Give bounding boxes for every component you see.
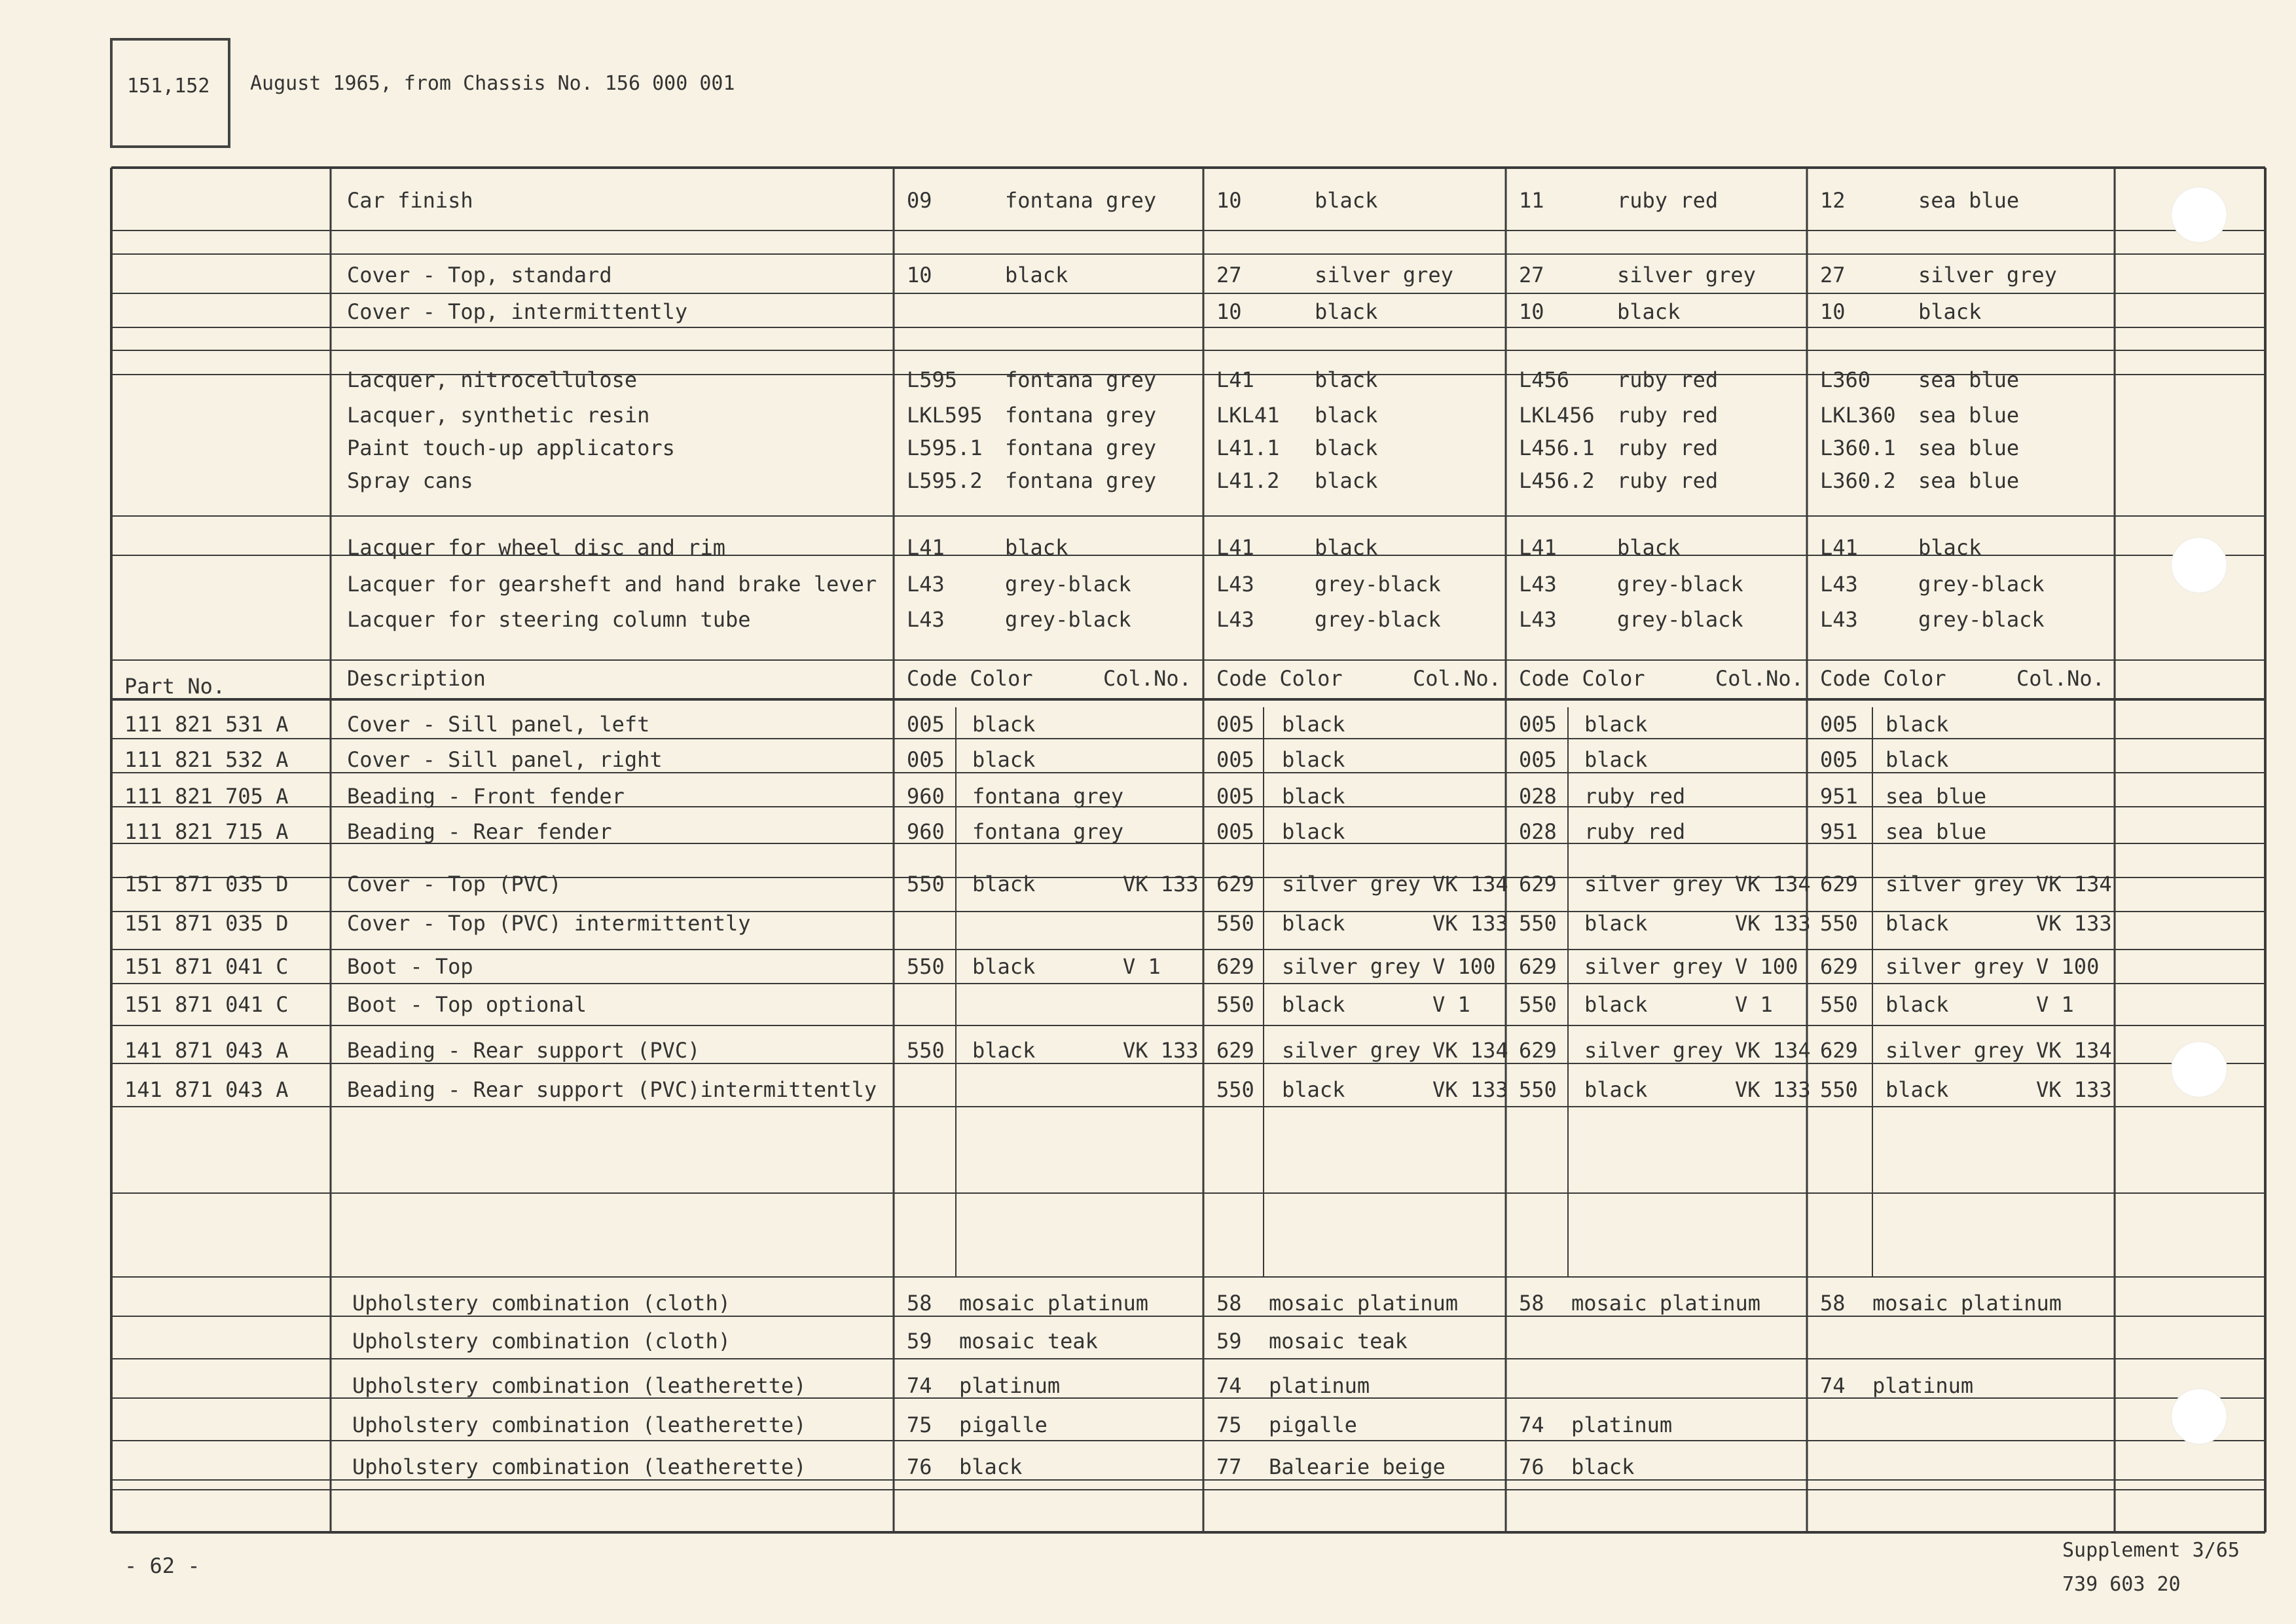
- finish-code: 27: [1820, 263, 1846, 287]
- finish-color: sea blue: [1918, 188, 2020, 213]
- punch-hole: [2171, 1041, 2227, 1098]
- upholstery-name: mosaic platinum: [1872, 1291, 2062, 1316]
- finish-description: Cover - Top, intermittently: [347, 299, 688, 324]
- part-color-code: 550: [1216, 992, 1254, 1017]
- part-color-code: 550: [1519, 992, 1557, 1017]
- part-color-code: 550: [907, 1038, 945, 1063]
- upholstery-name: mosaic platinum: [1269, 1291, 1458, 1316]
- document-number: 739 603 20: [2062, 1573, 2181, 1596]
- part-color-code: 550: [1820, 1077, 1858, 1102]
- punch-hole: [2171, 187, 2227, 243]
- description-header: Description: [347, 666, 486, 691]
- finish-code: L43: [1216, 572, 1254, 597]
- part-color-name: black: [1282, 819, 1345, 844]
- part-color-name: fontana grey: [972, 819, 1124, 844]
- part-color-code: 960: [907, 784, 945, 809]
- finish-color: fontana grey: [1005, 367, 1157, 392]
- finish-code: L43: [1519, 607, 1557, 632]
- punch-hole: [2171, 537, 2227, 593]
- part-color-code: 550: [1820, 911, 1858, 936]
- finish-code: 27: [1216, 263, 1242, 287]
- finish-code: L360.1: [1820, 435, 1896, 460]
- part-color-code: 005: [1216, 712, 1254, 737]
- upholstery-code: 59: [907, 1329, 932, 1354]
- part-number: 151 871 041 C: [124, 954, 289, 979]
- supplement-label: Supplement 3/65: [2062, 1539, 2240, 1562]
- finish-code: 10: [1216, 299, 1242, 324]
- part-color-name: fontana grey: [972, 784, 1124, 809]
- upholstery-code: 59: [1216, 1329, 1242, 1354]
- part-description: Boot - Top: [347, 954, 473, 979]
- upholstery-name: mosaic teak: [1269, 1329, 1408, 1354]
- finish-color: grey-black: [1918, 572, 2045, 597]
- part-color-name: silver grey: [1584, 1038, 1723, 1063]
- part-color-name: black: [1584, 1077, 1648, 1102]
- upholstery-name: platinum: [959, 1373, 1061, 1398]
- punch-hole: [2171, 1388, 2227, 1445]
- finish-code: L43: [907, 572, 945, 597]
- col-no-header: Col.No.: [2016, 666, 2105, 691]
- finish-code: L456.2: [1519, 468, 1595, 493]
- code-color-header: Code Color: [1519, 666, 1645, 691]
- part-color-code: 005: [907, 747, 945, 772]
- finish-color: fontana grey: [1005, 188, 1157, 213]
- part-description: Cover - Sill panel, right: [347, 747, 663, 772]
- part-color-name: ruby red: [1584, 784, 1686, 809]
- part-number-header: Part No.: [124, 674, 226, 699]
- finish-code: 10: [1519, 299, 1544, 324]
- part-color-name: silver grey: [1886, 1038, 2024, 1063]
- upholstery-code: 77: [1216, 1454, 1242, 1479]
- finish-color: fontana grey: [1005, 435, 1157, 460]
- part-color-code: 005: [1820, 747, 1858, 772]
- part-col-no: V 1: [1123, 954, 1161, 979]
- finish-color: grey-black: [1617, 572, 1743, 597]
- upholstery-name: mosaic platinum: [1571, 1291, 1760, 1316]
- part-col-no: VK 133: [1123, 1038, 1199, 1063]
- part-color-name: black: [1282, 992, 1345, 1017]
- part-color-name: black: [1886, 992, 1949, 1017]
- finish-code: L43: [907, 607, 945, 632]
- part-color-code: 005: [1216, 819, 1254, 844]
- part-col-no: VK 133: [1735, 1077, 1811, 1102]
- col-no-header: Col.No.: [1413, 666, 1501, 691]
- finish-code: 10: [907, 263, 932, 287]
- model-number-box: [110, 38, 230, 148]
- part-color-name: black: [1886, 911, 1949, 936]
- part-color-name: silver grey: [1584, 954, 1723, 979]
- finish-code: L456: [1519, 367, 1570, 392]
- upholstery-name: Balearie beige: [1269, 1454, 1446, 1479]
- part-color-code: 550: [1216, 911, 1254, 936]
- model-number: 151,152: [127, 75, 210, 98]
- part-color-code: 028: [1519, 784, 1557, 809]
- part-color-code: 550: [907, 954, 945, 979]
- finish-color: silver grey: [1617, 263, 1756, 287]
- finish-code: L41.2: [1216, 468, 1280, 493]
- finish-code: LKL41: [1216, 403, 1280, 428]
- part-description: Cover - Top (PVC) intermittently: [347, 911, 751, 936]
- upholstery-code: 75: [1216, 1412, 1242, 1437]
- finish-color: grey-black: [1315, 572, 1441, 597]
- part-color-name: black: [972, 712, 1036, 737]
- finish-code: L41: [1519, 535, 1557, 560]
- finish-code: 27: [1519, 263, 1544, 287]
- part-color-name: black: [1282, 712, 1345, 737]
- finish-color: sea blue: [1918, 468, 2020, 493]
- supplement-info: [2062, 1534, 2240, 1602]
- finish-description: Lacquer for wheel disc and rim: [347, 535, 725, 560]
- finish-color: black: [1005, 535, 1068, 560]
- part-col-no: VK 134: [2036, 1038, 2112, 1063]
- finish-code: L360.2: [1820, 468, 1896, 493]
- finish-code: 10: [1820, 299, 1846, 324]
- part-col-no: VK 133: [1432, 911, 1508, 936]
- upholstery-name: black: [1571, 1454, 1635, 1479]
- finish-code: L43: [1216, 607, 1254, 632]
- upholstery-name: platinum: [1269, 1373, 1370, 1398]
- upholstery-name: mosaic teak: [959, 1329, 1098, 1354]
- finish-description: Spray cans: [347, 468, 473, 493]
- finish-code: L41: [1216, 535, 1254, 560]
- finish-color: grey-black: [1315, 607, 1441, 632]
- part-col-no: VK 134: [1432, 872, 1508, 896]
- part-color-name: black: [1584, 992, 1648, 1017]
- part-color-name: silver grey: [1282, 1038, 1421, 1063]
- upholstery-name: platinum: [1571, 1412, 1673, 1437]
- part-col-no: VK 133: [1735, 911, 1811, 936]
- finish-description: Car finish: [347, 188, 473, 213]
- finish-description: Lacquer for gearsheft and hand brake lever: [347, 572, 877, 597]
- part-color-code: 629: [1216, 954, 1254, 979]
- col-no-header: Col.No.: [1715, 666, 1804, 691]
- part-color-code: 629: [1820, 1038, 1858, 1063]
- part-color-name: black: [972, 872, 1036, 896]
- part-description: Beading - Rear fender: [347, 819, 612, 844]
- finish-code: LKL456: [1519, 403, 1595, 428]
- col-no-header: Col.No.: [1103, 666, 1192, 691]
- finish-code: 10: [1216, 188, 1242, 213]
- part-description: Beading - Rear support (PVC): [347, 1038, 701, 1063]
- part-col-no: VK 134: [1735, 872, 1811, 896]
- finish-description: Cover - Top, standard: [347, 263, 612, 287]
- part-col-no: V 100: [1735, 954, 1798, 979]
- part-color-code: 951: [1820, 784, 1858, 809]
- finish-code: L41.1: [1216, 435, 1280, 460]
- upholstery-description: Upholstery combination (cloth): [352, 1329, 731, 1354]
- part-col-no: VK 134: [1735, 1038, 1811, 1063]
- chassis-note: August 1965, from Chassis No. 156 000 001: [250, 72, 735, 95]
- part-col-no: VK 134: [1432, 1038, 1508, 1063]
- finish-color: ruby red: [1617, 468, 1719, 493]
- finish-color: sea blue: [1918, 403, 2020, 428]
- finish-color: black: [1617, 535, 1681, 560]
- upholstery-code: 58: [907, 1291, 932, 1316]
- page-number: - 62 -: [124, 1553, 200, 1578]
- finish-color: fontana grey: [1005, 468, 1157, 493]
- upholstery-code: 76: [1519, 1454, 1544, 1479]
- part-col-no: V 100: [2036, 954, 2100, 979]
- finish-color: silver grey: [1918, 263, 2057, 287]
- finish-color: sea blue: [1918, 367, 2020, 392]
- finish-code: 12: [1820, 188, 1846, 213]
- finish-color: black: [1315, 403, 1378, 428]
- part-color-name: black: [1886, 1077, 1949, 1102]
- part-description: Beading - Front fender: [347, 784, 625, 809]
- part-description: Cover - Sill panel, left: [347, 712, 650, 737]
- part-color-code: 005: [1820, 712, 1858, 737]
- part-number: 141 871 043 A: [124, 1038, 289, 1063]
- part-color-name: silver grey: [1282, 954, 1421, 979]
- code-color-header: Code Color: [1820, 666, 1946, 691]
- upholstery-name: pigalle: [1269, 1412, 1357, 1437]
- part-color-code: 005: [1519, 712, 1557, 737]
- finish-color: black: [1918, 299, 1982, 324]
- finish-color: grey-black: [1005, 572, 1131, 597]
- part-number: 141 871 043 A: [124, 1077, 289, 1102]
- part-color-code: 960: [907, 819, 945, 844]
- part-color-name: sea blue: [1886, 819, 1987, 844]
- part-color-code: 005: [1216, 784, 1254, 809]
- part-color-code: 550: [1519, 911, 1557, 936]
- part-color-code: 550: [907, 872, 945, 896]
- finish-code: LKL360: [1820, 403, 1896, 428]
- finish-code: L41: [1216, 367, 1254, 392]
- part-color-name: black: [972, 1038, 1036, 1063]
- finish-code: 09: [907, 188, 932, 213]
- finish-code: L43: [1519, 572, 1557, 597]
- finish-color: ruby red: [1617, 367, 1719, 392]
- part-col-no: VK 133: [1123, 872, 1199, 896]
- upholstery-name: pigalle: [959, 1412, 1048, 1437]
- finish-color: black: [1315, 468, 1378, 493]
- part-color-code: 005: [1519, 747, 1557, 772]
- part-color-name: black: [1584, 712, 1648, 737]
- part-col-no: VK 134: [2036, 872, 2112, 896]
- part-description: Beading - Rear support (PVC)intermittently: [347, 1077, 877, 1102]
- part-number: 111 821 705 A: [124, 784, 289, 809]
- finish-color: ruby red: [1617, 435, 1719, 460]
- finish-color: black: [1617, 299, 1681, 324]
- finish-code: LKL595: [907, 403, 983, 428]
- finish-code: L595: [907, 367, 958, 392]
- upholstery-description: Upholstery combination (cloth): [352, 1291, 731, 1316]
- part-col-no: VK 133: [2036, 1077, 2112, 1102]
- code-color-header: Code Color: [907, 666, 1033, 691]
- part-color-code: 550: [1216, 1077, 1254, 1102]
- part-color-name: black: [972, 747, 1036, 772]
- finish-code: L43: [1820, 572, 1858, 597]
- upholstery-code: 74: [1519, 1412, 1544, 1437]
- part-color-name: sea blue: [1886, 784, 1987, 809]
- part-color-name: silver grey: [1886, 872, 2024, 896]
- upholstery-code: 58: [1216, 1291, 1242, 1316]
- upholstery-description: Upholstery combination (leatherette): [352, 1412, 807, 1437]
- finish-color: ruby red: [1617, 403, 1719, 428]
- finish-color: black: [1315, 535, 1378, 560]
- part-number: 111 821 532 A: [124, 747, 289, 772]
- finish-color: black: [1918, 535, 1982, 560]
- upholstery-code: 75: [907, 1412, 932, 1437]
- part-color-code: 629: [1216, 872, 1254, 896]
- upholstery-name: platinum: [1872, 1373, 1974, 1398]
- part-color-name: black: [1886, 712, 1949, 737]
- finish-code: L43: [1820, 607, 1858, 632]
- part-color-code: 005: [1216, 747, 1254, 772]
- part-number: 151 871 041 C: [124, 992, 289, 1017]
- code-color-header: Code Color: [1216, 666, 1343, 691]
- upholstery-description: Upholstery combination (leatherette): [352, 1454, 807, 1479]
- finish-code: L595.1: [907, 435, 983, 460]
- upholstery-name: mosaic platinum: [959, 1291, 1148, 1316]
- finish-color: ruby red: [1617, 188, 1719, 213]
- upholstery-code: 58: [1820, 1291, 1846, 1316]
- part-col-no: V 1: [1735, 992, 1773, 1017]
- part-color-code: 550: [1820, 992, 1858, 1017]
- part-color-name: black: [1282, 1077, 1345, 1102]
- part-col-no: VK 133: [2036, 911, 2112, 936]
- part-color-code: 550: [1519, 1077, 1557, 1102]
- upholstery-name: black: [959, 1454, 1023, 1479]
- part-color-name: black: [1584, 911, 1648, 936]
- upholstery-description: Upholstery combination (leatherette): [352, 1373, 807, 1398]
- finish-color: grey-black: [1918, 607, 2045, 632]
- part-color-code: 028: [1519, 819, 1557, 844]
- finish-color: black: [1315, 435, 1378, 460]
- finish-code: L595.2: [907, 468, 983, 493]
- part-number: 151 871 035 D: [124, 872, 289, 896]
- finish-description: Lacquer, nitrocellulose: [347, 367, 638, 392]
- part-color-code: 629: [1519, 872, 1557, 896]
- part-color-code: 005: [907, 712, 945, 737]
- part-color-name: black: [972, 954, 1036, 979]
- finish-description: Lacquer, synthetic resin: [347, 403, 650, 428]
- part-number: 151 871 035 D: [124, 911, 289, 936]
- part-color-name: black: [1886, 747, 1949, 772]
- upholstery-code: 76: [907, 1454, 932, 1479]
- finish-code: L456.1: [1519, 435, 1595, 460]
- part-color-code: 629: [1820, 872, 1858, 896]
- upholstery-code: 74: [907, 1373, 932, 1398]
- finish-color: black: [1315, 188, 1378, 213]
- finish-color: grey-black: [1617, 607, 1743, 632]
- finish-description: Paint touch-up applicators: [347, 435, 675, 460]
- upholstery-code: 74: [1820, 1373, 1846, 1398]
- part-color-name: black: [1282, 747, 1345, 772]
- part-color-name: ruby red: [1584, 819, 1686, 844]
- finish-color: grey-black: [1005, 607, 1131, 632]
- finish-code: L41: [1820, 535, 1858, 560]
- part-color-code: 951: [1820, 819, 1858, 844]
- finish-color: black: [1315, 299, 1378, 324]
- part-color-code: 629: [1519, 1038, 1557, 1063]
- part-color-name: silver grey: [1584, 872, 1723, 896]
- finish-code: L41: [907, 535, 945, 560]
- part-col-no: V 1: [1432, 992, 1470, 1017]
- finish-color: black: [1315, 367, 1378, 392]
- finish-description: Lacquer for steering column tube: [347, 607, 751, 632]
- part-color-name: black: [1584, 747, 1648, 772]
- part-color-name: silver grey: [1886, 954, 2024, 979]
- part-color-name: black: [1282, 784, 1345, 809]
- part-col-no: V 1: [2036, 992, 2074, 1017]
- upholstery-code: 74: [1216, 1373, 1242, 1398]
- finish-code: L360: [1820, 367, 1871, 392]
- finish-code: 11: [1519, 188, 1544, 213]
- part-col-no: V 100: [1432, 954, 1496, 979]
- finish-color: black: [1005, 263, 1068, 287]
- upholstery-code: 58: [1519, 1291, 1544, 1316]
- part-description: Boot - Top optional: [347, 992, 587, 1017]
- finish-color: sea blue: [1918, 435, 2020, 460]
- finish-color: silver grey: [1315, 263, 1453, 287]
- part-description: Cover - Top (PVC): [347, 872, 562, 896]
- part-color-name: black: [1282, 911, 1345, 936]
- part-color-code: 629: [1216, 1038, 1254, 1063]
- part-number: 111 821 531 A: [124, 712, 289, 737]
- part-col-no: VK 133: [1432, 1077, 1508, 1102]
- finish-color: fontana grey: [1005, 403, 1157, 428]
- part-color-name: silver grey: [1282, 872, 1421, 896]
- part-color-code: 629: [1519, 954, 1557, 979]
- part-number: 111 821 715 A: [124, 819, 289, 844]
- part-color-code: 629: [1820, 954, 1858, 979]
